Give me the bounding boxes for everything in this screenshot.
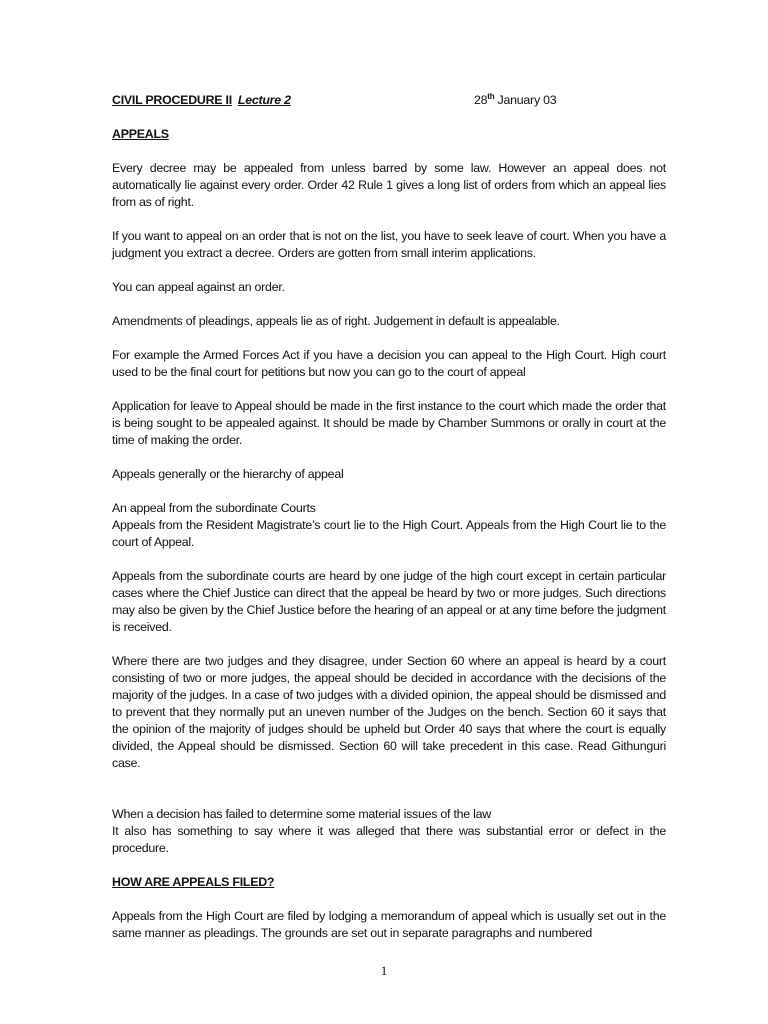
paragraph: It also has something to say where it was alleged that there was substantial error or defect in the procedure.	[112, 824, 666, 855]
paragraph: Every decree may be appealed from unless barred by some law. However an appeal does not automatically lie against every order. Order 42 Rule 1 gives a long list of orders from which an appeal lies from as of right.	[112, 161, 666, 209]
paragraph: Appeals from the subordinate courts are heard by one judge of the high court except in certain particular cases where the Chief Justice can direct that the appeal be heard by two or more judges. Such directions may also be given by the Chief Justice before the hearing of an appeal or at any time before the judgment is received.	[112, 569, 666, 634]
paragraph: Appeals generally or the hierarchy of appeal	[112, 467, 344, 481]
lecture-date	[474, 92, 556, 109]
date-suffix: th	[487, 91, 495, 101]
document-header	[112, 92, 666, 109]
document-page	[112, 92, 666, 942]
lecture-label: Lecture 2	[237, 93, 291, 107]
paragraph: Application for leave to Appeal should be made in the first instance to the court which made the order that is being sought to be appealed against. It should be made by Chamber Summons or orally in court at the time of making the order.	[112, 399, 666, 447]
paragraph: Amendments of pleadings, appeals lie as of right. Judgement in default is appealable.	[112, 314, 560, 328]
date-day: 28	[474, 93, 488, 107]
paragraph: You can appeal against an order.	[112, 280, 285, 294]
paragraph: For example the Armed Forces Act if you have a decision you can appeal to the High Court. High court used to be the final court for petitions but now you can go to the court of appeal	[112, 348, 666, 379]
page-number: 1	[380, 963, 388, 978]
paragraph: An appeal from the subordinate Courts	[112, 501, 316, 515]
paragraph: If you want to appeal on an order that is not on the list, you have to seek leave of court. When you have a judgment you extract a decree. Orders are gotten from small interim applications.	[112, 229, 666, 260]
paragraph: Where there are two judges and they disagree, under Section 60 where an appeal is heard by a court consisting of two or more judges, the appeal should be decided in accordance with the decisions of the majority of the judges. In a case of two judges with a divided opinion, the appeal should be dismissed and to prevent that they normally put an uneven number of the Judges on the bench. Section 60 it says that the opinion of the majority of judges should be upheld but Order 40 says that where the court is equally divided, the Appeal should be dismissed. Section 60 will take precedent in this case. Read Githunguri case.	[112, 654, 666, 770]
appeals-heading: APPEALS	[112, 127, 169, 141]
course-title: CIVIL PROCEDURE II	[112, 93, 232, 107]
appeals-filed-heading: HOW ARE APPEALS FILED?	[112, 875, 275, 889]
date-rest: January 03	[494, 93, 557, 107]
paragraph: Appeals from the High Court are filed by lodging a memorandum of appeal which is usually set out in the same manner as pleadings. The grounds are set out in separate paragraphs and numbered	[112, 909, 666, 940]
paragraph: When a decision has failed to determine some material issues of the law	[112, 807, 491, 821]
paragraph: Appeals from the Resident Magistrate’s court lie to the High Court. Appeals from the High Court lie to the court of Appeal.	[112, 518, 666, 549]
